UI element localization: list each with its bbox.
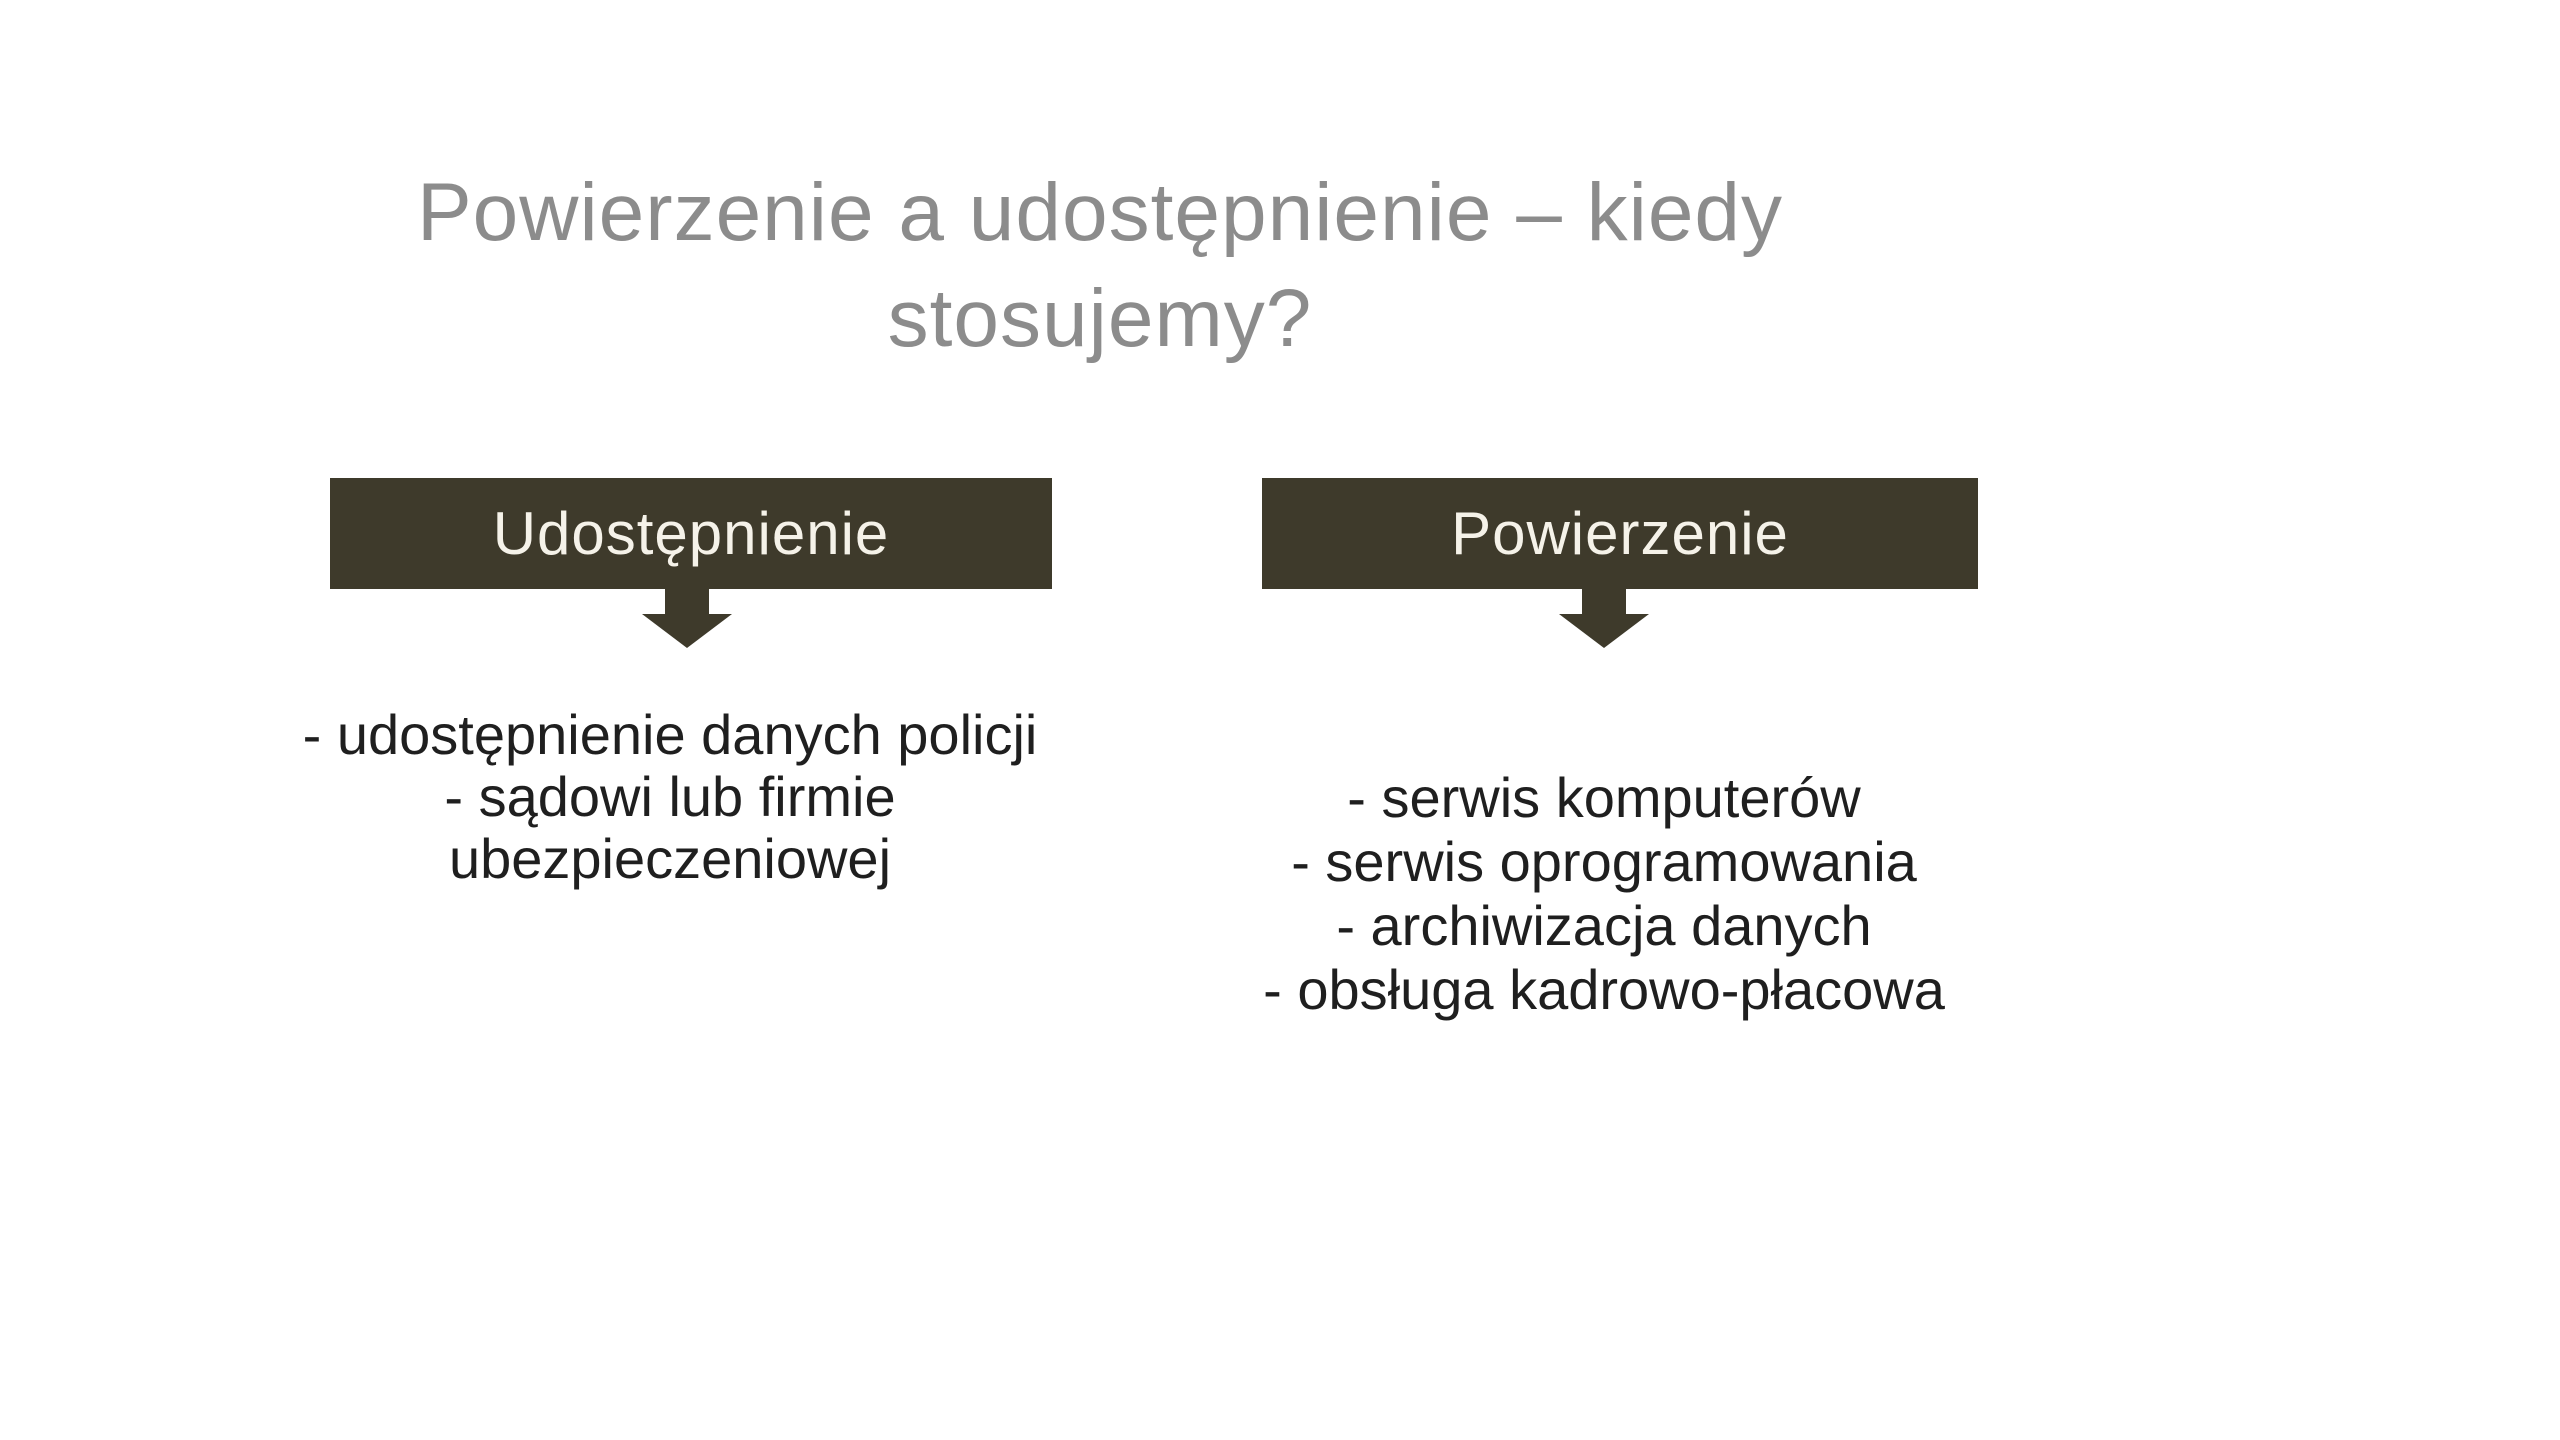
udostepnienie-list [230,704,1110,890]
header-box-udostepnienie [330,478,1052,589]
slide-title [100,160,2100,372]
slide-title-line-1: Powierzenie a udostępnienie – kiedy [416,167,1784,258]
list-item: - serwis komputerów [1347,766,1861,829]
list-item: ubezpieczeniowej [448,827,892,890]
powierzenie-list [1164,766,2044,1022]
list-item: - archiwizacja danych [1336,894,1872,957]
header-box-udostepnienie-label: Udostępnienie [492,500,890,567]
slide-title-line-2: stosujemy? [887,273,1313,364]
header-box-powierzenie [1262,478,1978,589]
header-box-powierzenie-label: Powierzenie [1451,500,1789,567]
down-arrow-icon [642,588,732,648]
list-item: - udostępnienie danych policji [302,703,1038,766]
down-arrow-icon [1559,588,1649,648]
list-item: - sądowi lub firmie [444,765,896,828]
list-item: - serwis oprogramowania [1291,830,1917,893]
list-item: - obsługa kadrowo-płacowa [1263,958,1945,1021]
